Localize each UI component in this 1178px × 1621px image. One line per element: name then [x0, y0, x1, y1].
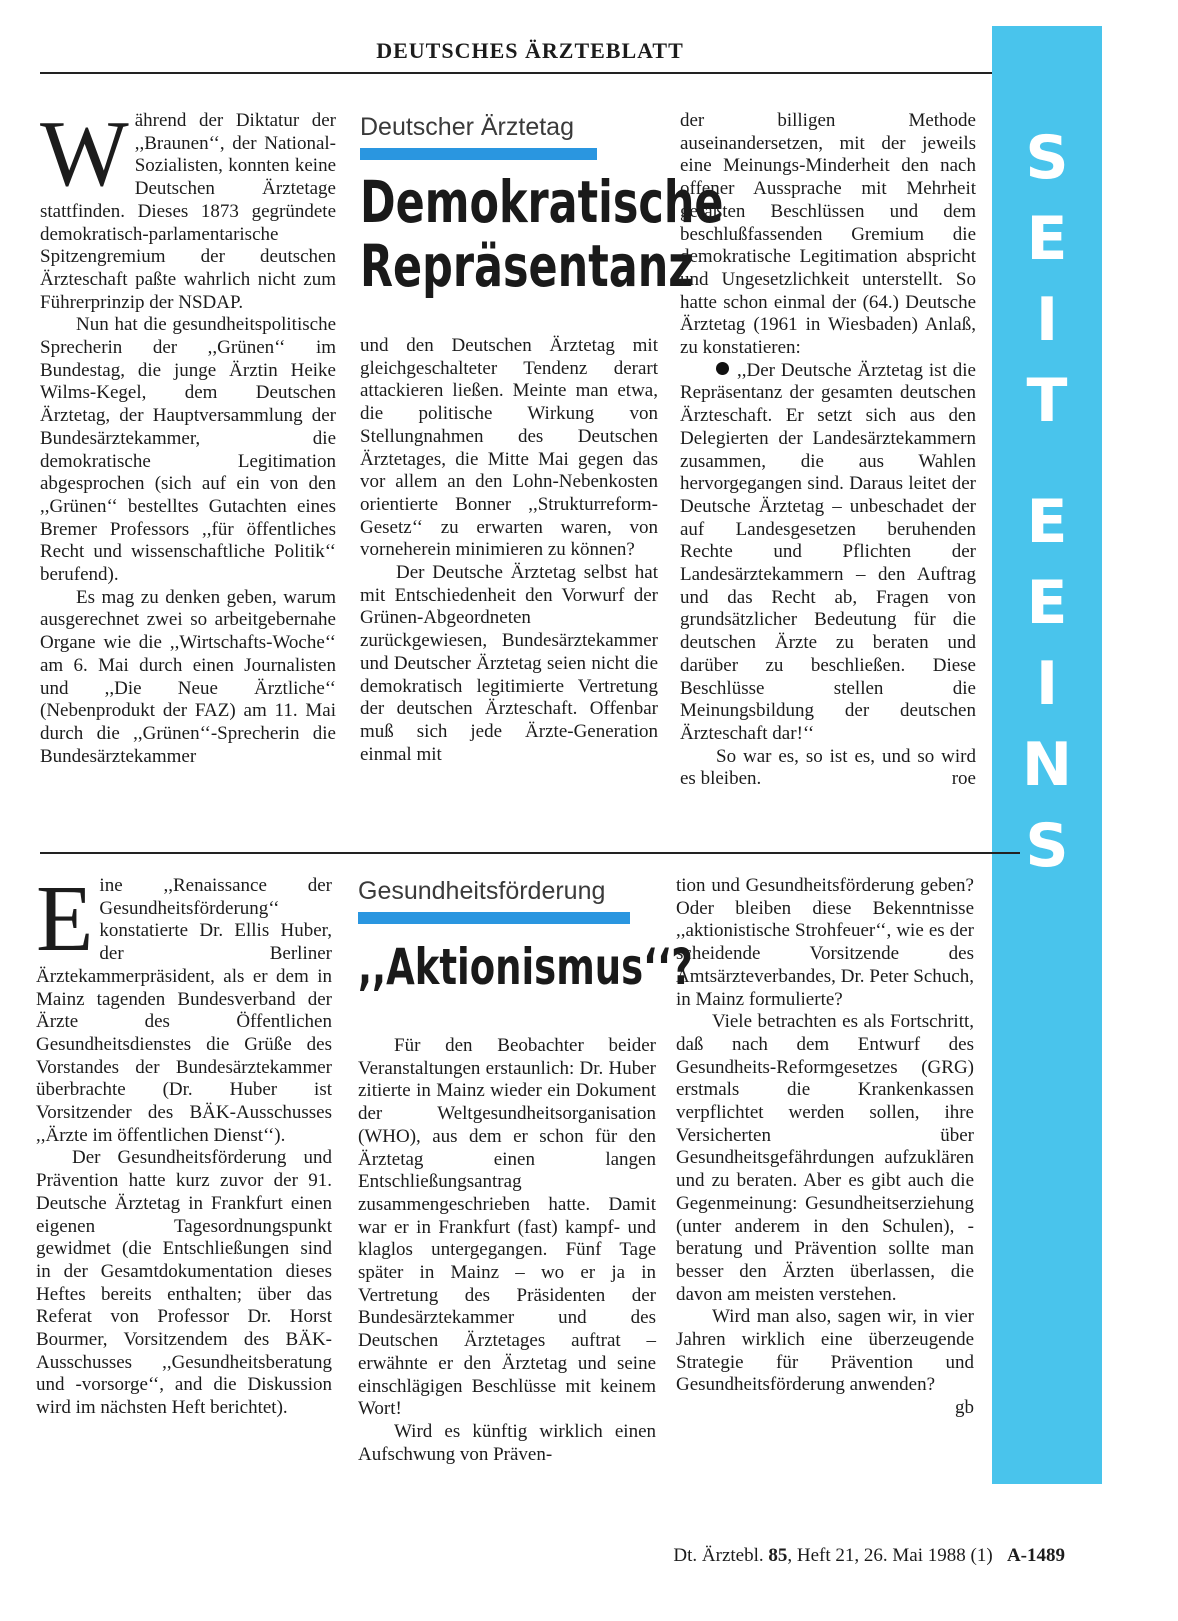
- article1-headline-line2: Repräsentanz: [360, 232, 694, 300]
- article2-paragraph-text: ine ,,Renaissance der Gesundheitsförderung‘‘ konstatierte Dr. Ellis Huber, der Berliner Ärztekammerpräsident, als er dem in Mainz tagenden Bundesverband der Ärzte des Öffentlichen Gesundheitsdienstes die Grüße des Vorstandes der Bundesärztekammer überbrachte (Dr. Huber ist Vorsitzender des BÄK-Ausschusses ,,Ärzte im öffentlichen Dienst‘‘).: [36, 875, 332, 1146]
- article1-paragraph-text: ährend der Diktatur der ,,Braunen‘‘, der National-Sozialisten, konnten keine Deutschen Ärztetage stattfinden. Dieses 1873 gegründete demokratisch-parlamentarische Spitzengremium der deutschen Ärzteschaft paßte wahrlich nicht zum Führerprinzip der NSDAP.: [40, 110, 336, 313]
- article2-kicker-bar: [358, 912, 630, 924]
- article1-paragraph: Es mag zu denken geben, warum ausgerechnet zwei so arbeitgebernahe Organe wie die ,,Wirtschafts-Woche‘‘ am 6. Mai durch einen Journalisten und ,,Die Neue Ärztliche‘‘ (Nebenprodukt der FAZ) am 11. Mai durch die ,,Grünen‘‘-Sprecherin die Bundesärztekammer: [40, 586, 336, 767]
- article1-paragraph: und den Deutschen Ärztetag mit gleichgeschalteter Tendenz derart attackieren ließen. Meinte man etwa, die politische Wirkung von Stellungnahmen des Deutschen Ärztetages, die Mitte Mai gegen das vor allem an den Lohn-Nebenkosten orientierte Bonner ,,Strukturreform-Gesetz‘‘ zu erwarten waren, von vorneherein minimieren zu können?: [360, 335, 658, 561]
- article1-closing-paragraph: [680, 746, 976, 791]
- article2-paragraph: [36, 867, 332, 1147]
- article2-column-1: [36, 867, 332, 1420]
- page-footer: [555, 1545, 1065, 1567]
- article1-kicker: Deutscher Ärztetag: [360, 113, 574, 141]
- article1-kicker-bar: [360, 148, 597, 160]
- footer-volume: 85: [768, 1545, 788, 1566]
- article2-paragraph: tion und Gesundheitsförderung geben? Oder bleiben diese Bekenntnisse ,,aktionistische Strohfeuer‘‘, wie es der scheidende Vorsitzende des Amtsärzteverbandes, Dr. Peter Schuch, in Mainz formulierte?: [676, 875, 974, 1010]
- article2-headline: ,,Aktionismus‘‘?: [358, 938, 693, 996]
- sidebar-letter: E: [1026, 568, 1068, 638]
- footer-issue: , Heft 21, 26. Mai 1988 (1): [787, 1545, 993, 1566]
- sidebar-letter: I: [1035, 649, 1059, 719]
- article1-paragraph: Nun hat die gesundheitspolitische Sprecherin der ,,Grünen‘‘ im Bundestag, die junge Ärztin Heike Wilms-Kegel, dem Deutschen Ärztetag, der Hauptversammlung der Bundesärztekammer, die demokratische Legitimation abgesprochen (sich auf ein von den ,,Grünen‘‘ bestelltes Gutachten eines Bremer Professors ,,für öffentliches Recht und wissenschaftliche Politik‘‘ berufend).: [40, 314, 336, 586]
- sidebar-letter: I: [1035, 285, 1059, 355]
- article2-column-3: [676, 875, 974, 1420]
- footer-page-number: A-1489: [1006, 1545, 1065, 1566]
- masthead-rule: [40, 72, 1020, 74]
- sidebar-letter: E: [1026, 487, 1068, 557]
- article1-paragraph: der billigen Methode auseinandersetzen, mit der jeweils eine Meinungs-Minderheit den nach offener Aussprache mit Mehrheit gefaßten Beschlüssen und dem beschlußfassenden Gremium die demokratische Legitimation abspricht und Ungesetzlichkeit unterstellt. So hatte schon einmal der (64.) Deutsche Ärztetag (1961 in Wiesbaden) Anlaß, zu konstatieren:: [680, 110, 976, 359]
- sidebar-letter: T: [1026, 366, 1068, 436]
- footer-journal: Dt. Ärztebl.: [673, 1545, 764, 1566]
- article-divider-rule: [40, 852, 1020, 854]
- article2-signature: gb: [955, 1397, 974, 1419]
- masthead: DEUTSCHES ÄRZTEBLATT: [376, 38, 684, 63]
- article1-column-2: [360, 335, 658, 766]
- sidebar-letters: [992, 118, 1102, 887]
- article2-dropcap: E: [36, 867, 94, 971]
- article1-paragraph: Der Deutsche Ärztetag selbst hat mit Entschiedenheit den Vorwurf der Grünen-Abgeordneten zurückgewiesen, Bundesärztekammer und Deutscher Ärztetag seien nicht die demokratisch legitimierte Vertretung der deutschen Ärzteschaft. Offenbar muß sich jede Ärzte-Generation einmal mit: [360, 562, 658, 765]
- article2-closing-text: Wird man also, sagen wir, in vier Jahren wirklich eine überzeugende Strategie für Prävention und Gesundheitsförderung anwenden?: [676, 1306, 974, 1396]
- article1-headline-line1: Demokratische: [360, 168, 724, 236]
- sidebar-letter: N: [1021, 730, 1073, 800]
- article1-column-1: [40, 102, 336, 768]
- article1-quote-paragraph: [680, 360, 976, 746]
- article1-column-3: [680, 110, 976, 791]
- article2-kicker: Gesundheitsförderung: [358, 877, 606, 905]
- article1-closing-text: So war es, so ist es, und so wird es bleiben.: [680, 745, 976, 790]
- sidebar-letter: E: [1026, 204, 1068, 274]
- article2-closing-paragraph: [676, 1306, 974, 1419]
- article1-dropcap: W: [40, 102, 129, 206]
- article1-header: [360, 112, 724, 300]
- article2-paragraph: Für den Beobachter beider Veranstaltungen erstaunlich: Dr. Huber zitierte in Mainz wieder ein Dokument der Weltgesundheitsorganisation (WHO), aus dem er schon für den Ärztetag einen langen Entschließungsantrag zusammengeschrieben hatte. Damit war er in Frankfurt (fast) kampf- und klaglos untergegangen. Fünf Tage später in Mainz – wo er ja in Vertretung des Präsidenten der Bundesärztekammer und des Deutschen Ärztetages auftrat – erwähnte er den Ärztetag und seine einschlägigen Beschlüsse mit keinem Wort!: [358, 1035, 656, 1420]
- article1-signature: roe: [951, 768, 976, 790]
- article2-paragraph: Viele betrachten es als Fortschritt, daß nach dem Entwurf des Gesundheits-Reformgesetzes (GRG) erstmals die Krankenkassen verpflichtet werden sollen, ihre Versicherten über Gesundheitsgefährdungen aufzuklären und zu beraten. Aber es gibt auch die Gegenmeinung: Gesundheitserziehung (unter anderem in den Schulen), -beratung und Prävention sollte man besser den Ärzten überlassen, die davon am meisten verstehen.: [676, 1011, 974, 1305]
- article2-paragraph: Der Gesundheitsförderung und Prävention hatte kurz zuvor der 91. Deutsche Ärztetag in Frankfurt einen eigenen Tagesordnungspunkt gewidmet (die Entschließungen sind in der Gesamtdokumentation dieses Heftes bereits enthalten; über das Referat von Professor Dr. Horst Bourmer, Vorsitzendem des BÄK-Ausschusses ,,Gesundheitsberatung und -vorsorge‘‘, and die Diskussion wird im nächsten Heft berichtet).: [36, 1147, 332, 1419]
- bullet-icon: [716, 362, 729, 375]
- article2-paragraph: Wird es künftig wirklich einen Aufschwung von Präven-: [358, 1420, 656, 1465]
- article2-column-2: [358, 1035, 656, 1466]
- article2-header: [358, 876, 693, 996]
- seite-eins-sidebar: [992, 26, 1102, 1484]
- sidebar-letter: S: [1025, 811, 1069, 881]
- sidebar-letter: S: [1025, 123, 1069, 193]
- article1-quote-text: ,,Der Deutsche Ärztetag ist die Repräsentanz der gesamten deutschen Ärzteschaft. Er setzt sich aus den Delegierten der Landesärztekammern zusammen, die aus Wahlen hervorgegangen sind. Daraus leitet der Deutsche Ärztetag – unbeschadet der auf Landesgesetzen beruhenden Rechte und Pflichten der Landesärztekammern – den Auftrag und das Recht ab, Fragen von grundsätzlicher Bedeutung für die deutschen Ärzte zu beraten und darüber zu beschließen. Diese Beschlüsse stellen die Meinungsbildung der deutschen Ärzteschaft dar!‘‘: [680, 359, 976, 744]
- article1-paragraph: [40, 102, 336, 314]
